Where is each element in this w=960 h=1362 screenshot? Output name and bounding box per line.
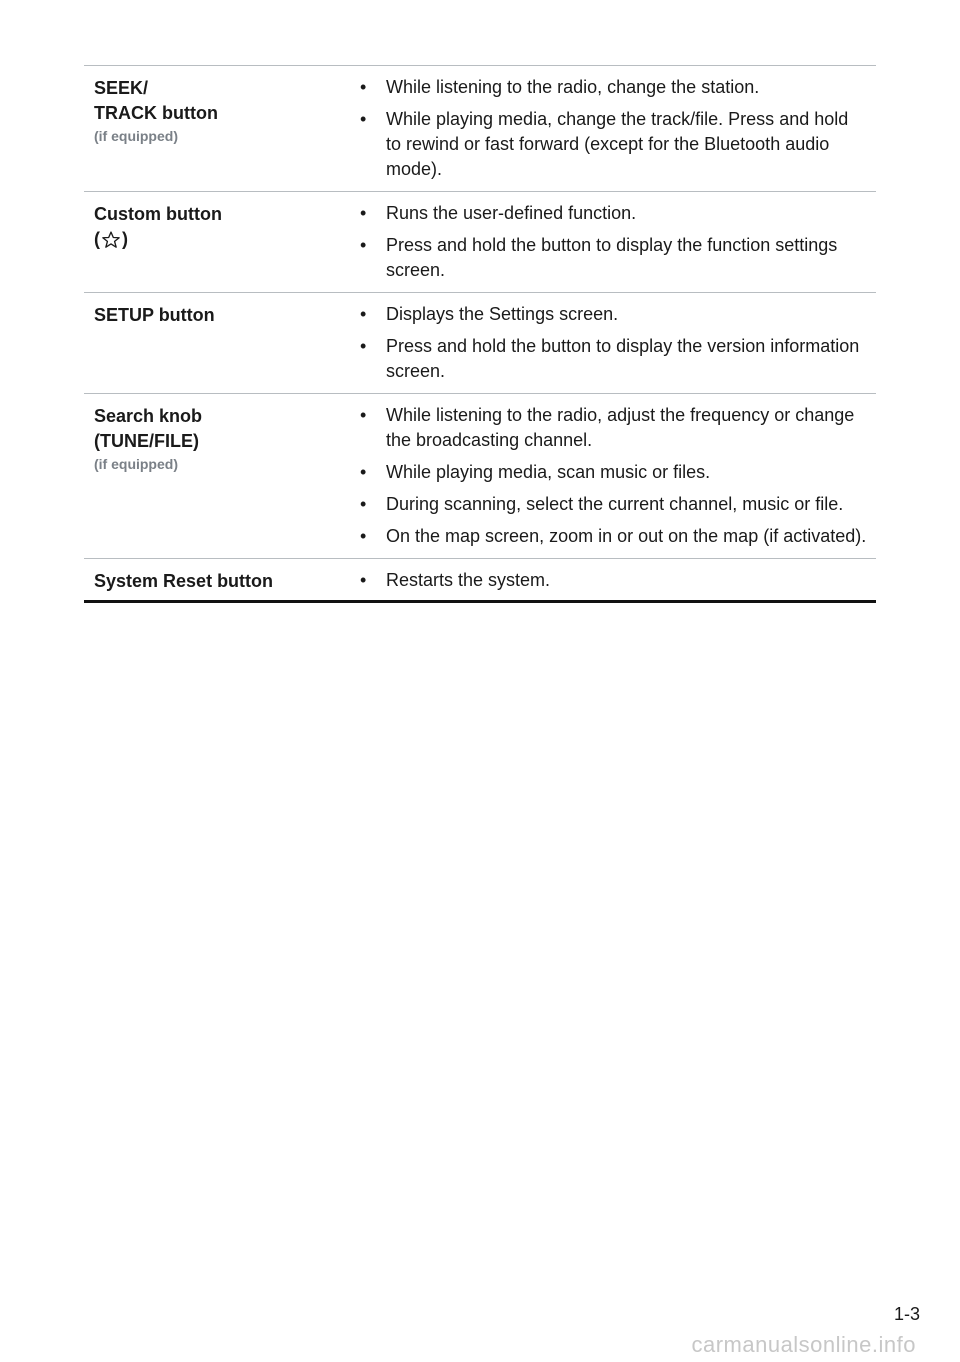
bullet-text: Runs the user-defined function. [386, 203, 637, 223]
bullet-text: While listening to the radio, change the station. [386, 77, 760, 97]
bullet-text: Restarts the system. [386, 570, 551, 590]
page-number: 1-3 [893, 1304, 920, 1324]
row-label [84, 403, 344, 549]
bullet-text: While playing media, change the track/file. Press and hold to rewind or fast forward (except for the Bluetooth audio mode). [386, 109, 849, 179]
label-icon-line [94, 227, 344, 252]
bullet-dot: • [360, 494, 367, 514]
bullet-text: Press and hold the button to display the version information screen. [386, 336, 860, 381]
bullet-item [360, 568, 868, 593]
bullet-dot: • [360, 336, 367, 356]
icon-open-paren: ( [94, 229, 100, 249]
bullet-item [360, 201, 868, 226]
bullet-dot: • [360, 203, 367, 223]
bullet-item [360, 460, 868, 485]
bullet-dot: • [360, 109, 367, 129]
bullet-dot: • [360, 235, 367, 255]
label-line: TRACK button [94, 103, 218, 123]
if-equipped-note: (if equipped) [94, 456, 178, 472]
bullet-item [360, 492, 868, 517]
bullet-text: Displays the Settings screen. [386, 304, 619, 324]
bullet-text: During scanning, select the current channel, music or file. [386, 494, 844, 514]
row-label [84, 302, 344, 384]
controls-table [84, 65, 876, 603]
bullet-item [360, 334, 868, 384]
star-outline-icon [101, 230, 121, 250]
row-label [84, 75, 344, 182]
table-row-setup-button [84, 293, 876, 394]
bullet-item [360, 107, 868, 182]
icon-close-paren: ) [122, 229, 128, 249]
row-description [344, 403, 876, 549]
watermark: carmanualsonline.info [691, 1332, 916, 1357]
row-description [344, 302, 876, 384]
row-description [344, 75, 876, 182]
row-description [344, 201, 876, 283]
bullet-item [360, 302, 868, 327]
bullet-dot: • [360, 570, 367, 590]
bullet-text: While listening to the radio, adjust the frequency or change the broadcasting channel. [386, 405, 855, 450]
bullet-dot: • [360, 405, 367, 425]
bullet-item [360, 233, 868, 283]
bullet-item [360, 524, 868, 549]
table-row-seek-track [84, 66, 876, 192]
table-row-search-knob [84, 394, 876, 559]
bullet-dot: • [360, 462, 367, 482]
bullet-dot: • [360, 526, 367, 546]
row-label [84, 568, 344, 594]
bullet-item [360, 75, 868, 100]
row-label [84, 201, 344, 283]
label-line: SEEK/ [94, 78, 149, 98]
table-row-custom-button [84, 192, 876, 293]
label-line: Custom button [94, 204, 222, 224]
bullet-dot: • [360, 304, 367, 324]
bullet-text: While playing media, scan music or files. [386, 462, 711, 482]
label-line: (TUNE/FILE) [94, 431, 199, 451]
bullet-item [360, 403, 868, 453]
label-line: System Reset button [94, 571, 274, 591]
if-equipped-note: (if equipped) [94, 128, 178, 144]
table-row-system-reset [84, 559, 876, 600]
label-line: SETUP button [94, 305, 215, 325]
label-line: Search knob [94, 406, 203, 426]
bullet-text: On the map screen, zoom in or out on the map (if activated). [386, 526, 867, 546]
bullet-text: Press and hold the button to display the function settings screen. [386, 235, 838, 280]
bullet-dot: • [360, 77, 367, 97]
row-description [344, 568, 876, 594]
